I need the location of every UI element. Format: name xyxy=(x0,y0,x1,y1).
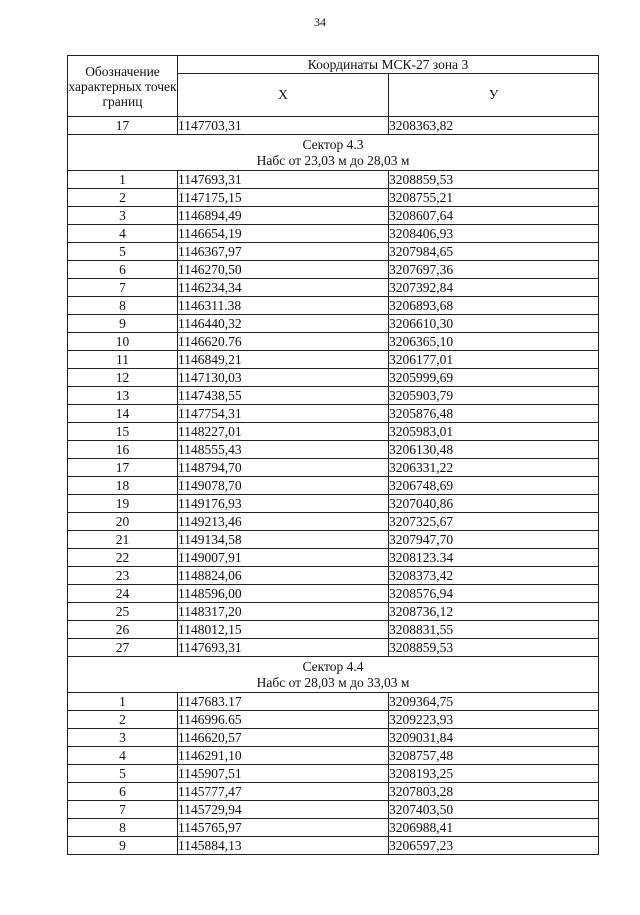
point-number-cell: 11 xyxy=(68,351,178,369)
y-coordinate-cell: 3207040,86 xyxy=(389,495,599,513)
y-coordinate-cell: 3208406,93 xyxy=(389,225,599,243)
x-coordinate-cell: 1145777,47 xyxy=(178,783,389,801)
page-number: 34 xyxy=(314,15,326,29)
table-row xyxy=(68,225,599,243)
x-coordinate-cell: 1148555,43 xyxy=(178,441,389,459)
x-coordinate-cell: 1147693,31 xyxy=(178,171,389,189)
point-number-cell: 23 xyxy=(68,567,178,585)
y-coordinate-cell: 3208859,53 xyxy=(389,171,599,189)
table-row xyxy=(68,621,599,639)
x-coordinate-cell: 1146620,57 xyxy=(178,729,389,747)
x-coordinate-cell: 1146849,21 xyxy=(178,351,389,369)
x-coordinate-cell: 1148794,70 xyxy=(178,459,389,477)
table-row xyxy=(68,495,599,513)
table-row xyxy=(68,207,599,225)
table-row xyxy=(68,351,599,369)
x-coordinate-cell: 1146654,19 xyxy=(178,225,389,243)
point-number-cell: 9 xyxy=(68,315,178,333)
x-coordinate-cell: 1146291,10 xyxy=(178,747,389,765)
y-coordinate-cell: 3209031,84 xyxy=(389,729,599,747)
table-row xyxy=(68,477,599,495)
x-coordinate-cell: 1147693,31 xyxy=(178,639,389,657)
y-coordinate-cell: 3208831,55 xyxy=(389,621,599,639)
table-row xyxy=(68,783,599,801)
point-number-cell: 5 xyxy=(68,765,178,783)
coordinates-table xyxy=(67,55,599,855)
table-row xyxy=(68,837,599,855)
x-coordinate-cell: 1146234,34 xyxy=(178,279,389,297)
y-coordinate-cell: 3208373,42 xyxy=(389,567,599,585)
point-number-cell: 9 xyxy=(68,837,178,855)
table-body xyxy=(68,117,599,855)
point-number-cell: 5 xyxy=(68,243,178,261)
x-coordinate-cell: 1147703,31 xyxy=(178,117,389,135)
y-coordinate-cell: 3207984,65 xyxy=(389,243,599,261)
point-designation-header: Обозначение характерных точек границ xyxy=(68,56,178,117)
point-number-cell: 4 xyxy=(68,225,178,243)
point-number-cell: 25 xyxy=(68,603,178,621)
x-coordinate-cell: 1146270,50 xyxy=(178,261,389,279)
x-coordinate-cell: 1148824,06 xyxy=(178,567,389,585)
y-coordinate-cell: 3205999,69 xyxy=(389,369,599,387)
table-row xyxy=(68,603,599,621)
point-number-cell: 1 xyxy=(68,693,178,711)
table-row xyxy=(68,747,599,765)
table-row xyxy=(68,423,599,441)
x-coordinate-cell: 1146894,49 xyxy=(178,207,389,225)
point-number-cell: 20 xyxy=(68,513,178,531)
y-coordinate-cell: 3207325,67 xyxy=(389,513,599,531)
table-row xyxy=(68,441,599,459)
sector-height-range: Набс от 23,03 м до 28,03 м xyxy=(256,152,410,168)
y-column-header: У xyxy=(389,74,599,117)
point-number-cell: 16 xyxy=(68,441,178,459)
y-coordinate-cell: 3208123.34 xyxy=(389,549,599,567)
y-coordinate-cell: 3207803,28 xyxy=(389,783,599,801)
x-coordinate-cell: 1145729,94 xyxy=(178,801,389,819)
y-coordinate-cell: 3206893,68 xyxy=(389,297,599,315)
y-coordinate-cell: 3208755,21 xyxy=(389,189,599,207)
x-coordinate-cell: 1145907,51 xyxy=(178,765,389,783)
point-number-cell: 8 xyxy=(68,297,178,315)
table-row xyxy=(68,549,599,567)
table-row xyxy=(68,729,599,747)
point-number-cell: 24 xyxy=(68,585,178,603)
y-coordinate-cell: 3208859,53 xyxy=(389,639,599,657)
x-coordinate-cell: 1148596,00 xyxy=(178,585,389,603)
point-number-cell: 8 xyxy=(68,819,178,837)
table-row xyxy=(68,243,599,261)
y-coordinate-cell: 3208607,64 xyxy=(389,207,599,225)
y-coordinate-cell: 3208193,25 xyxy=(389,765,599,783)
table-row xyxy=(68,279,599,297)
y-coordinate-cell: 3205876,48 xyxy=(389,405,599,423)
y-coordinate-cell: 3206748,69 xyxy=(389,477,599,495)
table-row xyxy=(68,117,599,135)
point-number-cell: 17 xyxy=(68,459,178,477)
point-number-cell: 15 xyxy=(68,423,178,441)
table-row xyxy=(68,513,599,531)
table-row xyxy=(68,315,599,333)
y-coordinate-cell: 3206331,22 xyxy=(389,459,599,477)
point-number-cell: 3 xyxy=(68,729,178,747)
y-coordinate-cell: 3206177,01 xyxy=(389,351,599,369)
x-coordinate-cell: 1148317,20 xyxy=(178,603,389,621)
point-number-cell: 6 xyxy=(68,261,178,279)
x-coordinate-cell: 1145884,13 xyxy=(178,837,389,855)
point-number-cell: 14 xyxy=(68,405,178,423)
x-coordinate-cell: 1149134,58 xyxy=(178,531,389,549)
table-row xyxy=(68,333,599,351)
sector-header xyxy=(68,657,599,693)
table-row xyxy=(68,693,599,711)
point-number-cell: 18 xyxy=(68,477,178,495)
point-number-cell: 7 xyxy=(68,801,178,819)
x-coordinate-cell: 1146311.38 xyxy=(178,297,389,315)
table-row xyxy=(68,387,599,405)
sector-title: Сектор 4.3 xyxy=(302,136,364,152)
sector-header xyxy=(68,135,599,171)
x-coordinate-cell: 1147438,55 xyxy=(178,387,389,405)
y-coordinate-cell: 3207697,36 xyxy=(389,261,599,279)
table-row xyxy=(68,405,599,423)
x-coordinate-cell: 1146367,97 xyxy=(178,243,389,261)
table-row xyxy=(68,189,599,207)
table-row xyxy=(68,711,599,729)
x-coordinate-cell: 1147683.17 xyxy=(178,693,389,711)
y-coordinate-cell: 3206130,48 xyxy=(389,441,599,459)
table-row xyxy=(68,801,599,819)
y-coordinate-cell: 3208757,48 xyxy=(389,747,599,765)
table-row xyxy=(68,459,599,477)
point-number-cell: 19 xyxy=(68,495,178,513)
sector-height-range: Набс от 28,03 м до 33,03 м xyxy=(256,674,410,690)
y-coordinate-cell: 3207392,84 xyxy=(389,279,599,297)
y-coordinate-cell: 3207947,70 xyxy=(389,531,599,549)
y-coordinate-cell: 3205903,79 xyxy=(389,387,599,405)
table-header xyxy=(68,56,599,117)
point-number-cell: 27 xyxy=(68,639,178,657)
point-number-cell: 22 xyxy=(68,549,178,567)
y-coordinate-cell: 3206610,30 xyxy=(389,315,599,333)
table-row xyxy=(68,369,599,387)
point-number-cell: 10 xyxy=(68,333,178,351)
x-coordinate-cell: 1147130,03 xyxy=(178,369,389,387)
table-row xyxy=(68,567,599,585)
sector-header-row xyxy=(68,657,599,693)
table-row xyxy=(68,585,599,603)
point-number-cell: 21 xyxy=(68,531,178,549)
y-coordinate-cell: 3208736,12 xyxy=(389,603,599,621)
x-coordinate-cell: 1146620.76 xyxy=(178,333,389,351)
point-number-cell: 6 xyxy=(68,783,178,801)
point-number-cell: 26 xyxy=(68,621,178,639)
point-number-cell: 13 xyxy=(68,387,178,405)
point-number-cell: 7 xyxy=(68,279,178,297)
point-number-cell: 12 xyxy=(68,369,178,387)
y-coordinate-cell: 3206988,41 xyxy=(389,819,599,837)
table-row xyxy=(68,819,599,837)
point-number-cell: 2 xyxy=(68,189,178,207)
table-row xyxy=(68,297,599,315)
table-row xyxy=(68,765,599,783)
y-coordinate-cell: 3209223,93 xyxy=(389,711,599,729)
x-coordinate-cell: 1149007,91 xyxy=(178,549,389,567)
x-coordinate-cell: 1146996.65 xyxy=(178,711,389,729)
x-coordinate-cell: 1146440,32 xyxy=(178,315,389,333)
x-coordinate-cell: 1149176,93 xyxy=(178,495,389,513)
y-coordinate-cell: 3205983,01 xyxy=(389,423,599,441)
x-coordinate-cell: 1149213,46 xyxy=(178,513,389,531)
x-coordinate-cell: 1145765,97 xyxy=(178,819,389,837)
point-number-cell: 17 xyxy=(68,117,178,135)
x-coordinate-cell: 1147175,15 xyxy=(178,189,389,207)
y-coordinate-cell: 3209364,75 xyxy=(389,693,599,711)
y-coordinate-cell: 3206597,23 xyxy=(389,837,599,855)
y-coordinate-cell: 3208363,82 xyxy=(389,117,599,135)
table-row xyxy=(68,261,599,279)
x-coordinate-cell: 1149078,70 xyxy=(178,477,389,495)
x-column-header: Х xyxy=(178,74,389,117)
point-number-cell: 2 xyxy=(68,711,178,729)
sector-title: Сектор 4.4 xyxy=(302,658,364,674)
table-row xyxy=(68,171,599,189)
table-row xyxy=(68,639,599,657)
y-coordinate-cell: 3206365,10 xyxy=(389,333,599,351)
sector-header-row xyxy=(68,135,599,171)
point-number-cell: 4 xyxy=(68,747,178,765)
y-coordinate-cell: 3207403,50 xyxy=(389,801,599,819)
x-coordinate-cell: 1147754,31 xyxy=(178,405,389,423)
table-row xyxy=(68,531,599,549)
x-coordinate-cell: 1148012,15 xyxy=(178,621,389,639)
point-number-cell: 1 xyxy=(68,171,178,189)
x-coordinate-cell: 1148227,01 xyxy=(178,423,389,441)
point-number-cell: 3 xyxy=(68,207,178,225)
y-coordinate-cell: 3208576,94 xyxy=(389,585,599,603)
coordinate-system-header: Координаты МСК-27 зона 3 xyxy=(178,56,599,74)
